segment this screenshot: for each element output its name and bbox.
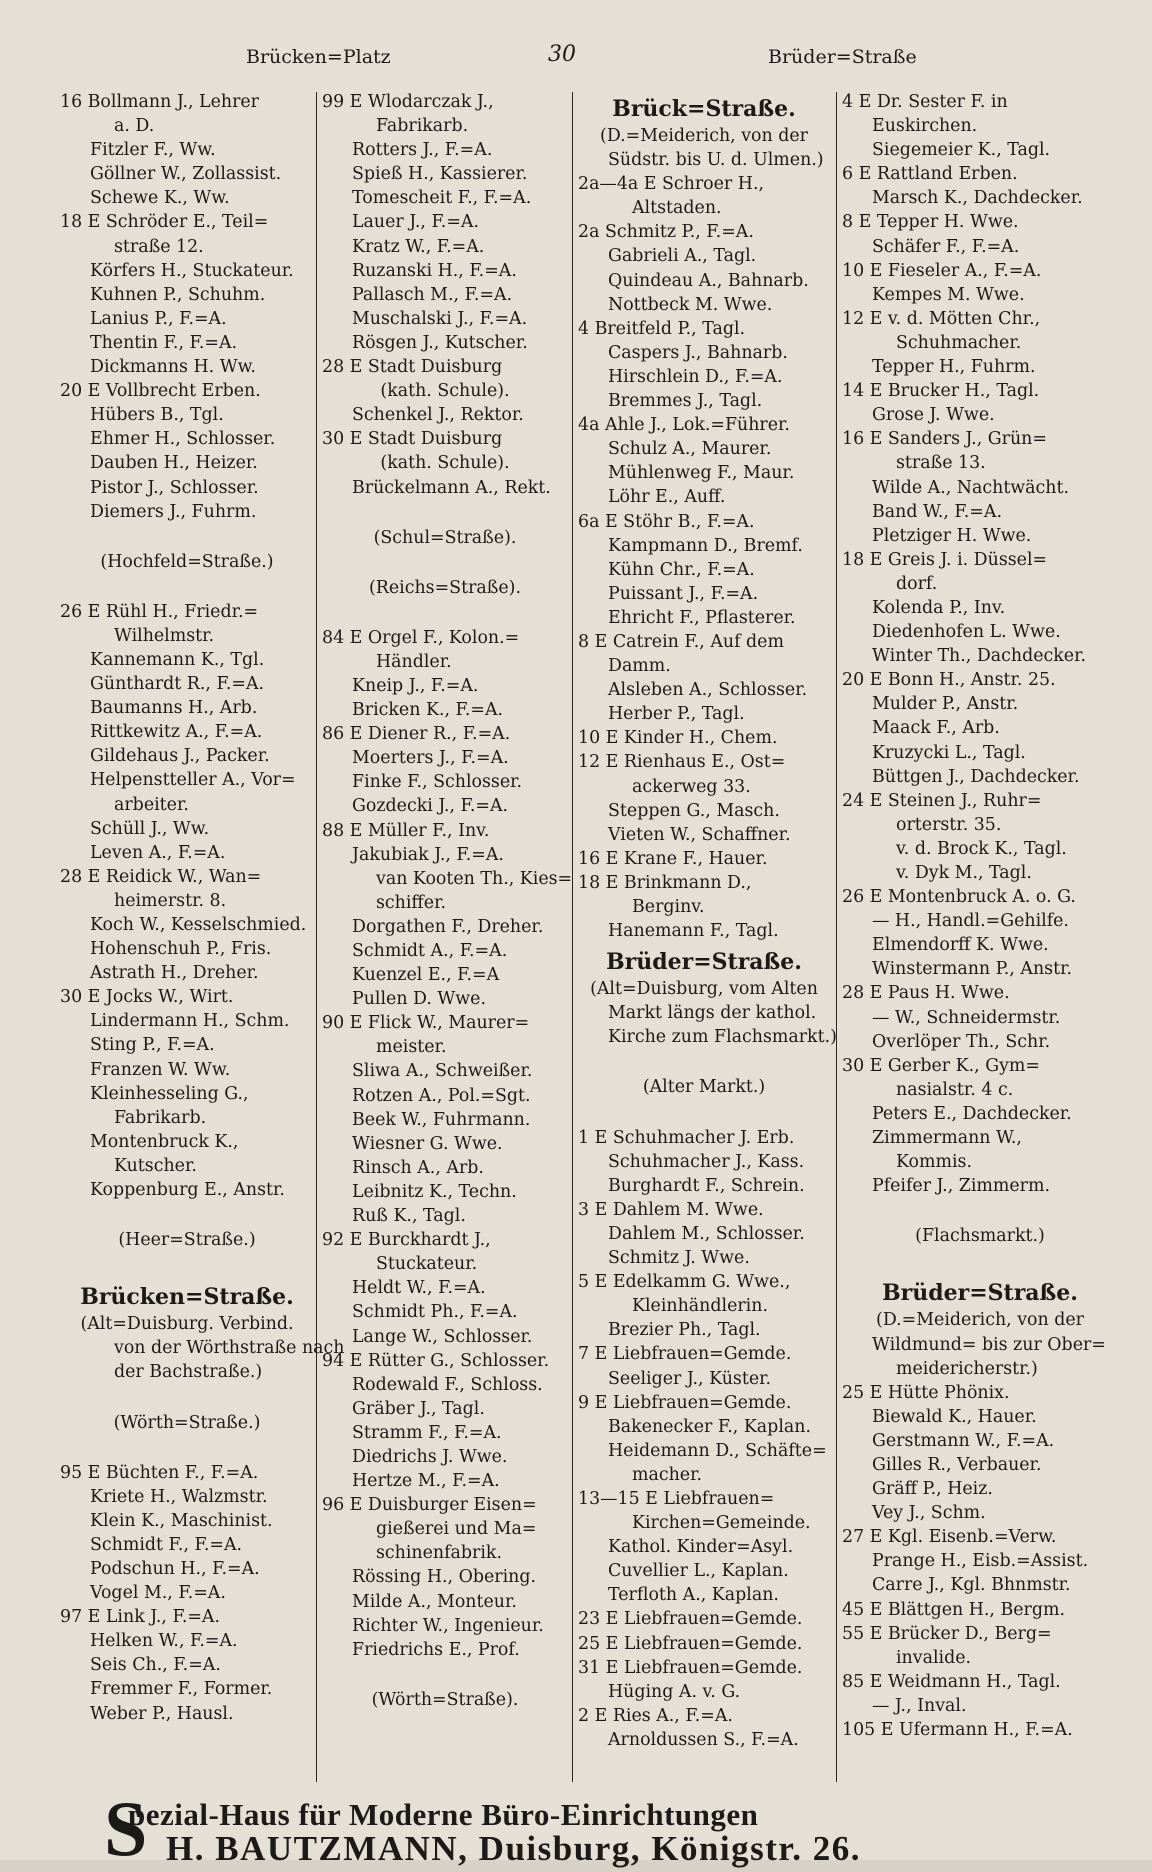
entry-continuation: dorf. bbox=[896, 573, 938, 594]
resident-entry: Gabrieli A., Tagl. bbox=[608, 246, 757, 267]
resident-entry: Wilde A., Nachtwächt. bbox=[872, 477, 1070, 498]
entry-continuation: Kommis. bbox=[896, 1152, 972, 1173]
resident-entry: Ehmer H., Schlosser. bbox=[90, 429, 276, 450]
resident-entry: Bremmes J., Tagl. bbox=[608, 391, 763, 412]
resident-entry: Marsch K., Dachdecker. bbox=[872, 188, 1083, 209]
resident-entry: Nottbeck M. Wwe. bbox=[608, 294, 773, 315]
resident-entry: Helpenstteller A., Vor= bbox=[90, 770, 296, 791]
resident-entry: Spieß H., Kassierer. bbox=[352, 164, 528, 185]
resident-entry: Siegemeier K., Tagl. bbox=[872, 140, 1051, 161]
resident-entry: Rössing H., Obering. bbox=[352, 1567, 537, 1588]
advertisement-line-2: H. BAUTZMANN, Duisburg, Königstr. 26. bbox=[166, 1829, 861, 1868]
house-entry: 30 E Stadt Duisburg bbox=[322, 429, 503, 450]
resident-entry: Kuenzel E., F.=A bbox=[352, 965, 500, 986]
entry-continuation: Fabrikarb. bbox=[114, 1107, 207, 1128]
street-note: (kath. Schule). bbox=[380, 381, 510, 402]
resident-entry: Cuvellier L., Kaplan. bbox=[608, 1561, 789, 1582]
resident-entry: Sliwa A., Schweißer. bbox=[352, 1061, 533, 1082]
spacer bbox=[60, 1202, 314, 1228]
resident-entry: Lange W., Schlosser. bbox=[352, 1326, 533, 1347]
entry-continuation: macher. bbox=[632, 1464, 703, 1485]
street-heading: Brüder=Straße. bbox=[606, 949, 802, 976]
resident-entry: Biewald K., Hauer. bbox=[872, 1406, 1037, 1427]
house-entry: 45 E Blättgen H., Bergm. bbox=[842, 1599, 1066, 1620]
resident-entry: Wildmund= bis zur Ober= bbox=[872, 1334, 1106, 1355]
house-entry: 12 E Rienhaus E., Ost= bbox=[578, 752, 786, 773]
house-entry: 4 Breitfeld P., Tagl. bbox=[578, 318, 746, 339]
entry-continuation: Wilhelmstr. bbox=[114, 625, 215, 646]
resident-entry: Schenkel J., Rektor. bbox=[352, 405, 524, 426]
resident-entry: Fitzler F., Ww. bbox=[90, 140, 216, 161]
resident-entry: Caspers J., Bahnarb. bbox=[608, 342, 788, 363]
entry-continuation: Berginv. bbox=[632, 897, 705, 917]
resident-entry: Mulder P., Anstr. bbox=[872, 694, 1019, 715]
resident-entry: Bakenecker F., Kaplan. bbox=[608, 1416, 811, 1437]
spacer bbox=[322, 600, 568, 626]
resident-entry: Mühlenweg F., Maur. bbox=[608, 463, 795, 484]
street-note: (Flachsmarkt.) bbox=[915, 1226, 1045, 1247]
resident-entry: Kühn Chr., F.=A. bbox=[608, 559, 755, 580]
house-entry: 13—15 E Liebfrauen= bbox=[578, 1488, 775, 1509]
resident-entry: Rinsch A., Arb. bbox=[352, 1157, 484, 1178]
resident-entry: Günthardt R., F.=A. bbox=[90, 674, 265, 695]
entry-continuation: straße 13. bbox=[896, 453, 986, 474]
resident-entry: Leibnitz K., Techn. bbox=[352, 1181, 517, 1202]
entry-continuation: Kleinhändlerin. bbox=[632, 1296, 768, 1317]
entry-continuation: ackerweg 33. bbox=[632, 776, 751, 797]
entry-continuation: der Bachstraße.) bbox=[114, 1362, 263, 1383]
house-entry: 5 E Edelkamm G. Wwe., bbox=[578, 1272, 791, 1293]
resident-entry: Wiesner G. Wwe. bbox=[352, 1133, 503, 1154]
house-entry: 18 E Schröder E., Teil= bbox=[60, 212, 269, 233]
spacer bbox=[322, 500, 568, 526]
resident-entry: Klein K., Maschinist. bbox=[90, 1510, 273, 1531]
house-entry: 26 E Rühl H., Friedr.= bbox=[60, 601, 259, 622]
resident-entry: Grose J. Wwe. bbox=[872, 405, 995, 426]
resident-entry: Pallasch M., F.=A. bbox=[352, 284, 513, 305]
resident-entry: Büttgen J., Dachdecker. bbox=[872, 766, 1080, 787]
spacer bbox=[322, 1662, 568, 1688]
house-entry: 14 E Brucker H., Tagl. bbox=[842, 381, 1040, 402]
resident-entry: Gräff P., Heiz. bbox=[872, 1479, 993, 1500]
resident-entry: — W., Schneidermstr. bbox=[872, 1007, 1061, 1028]
street-note: (Schul=Straße). bbox=[373, 527, 517, 548]
resident-entry: Puissant J., F.=A. bbox=[608, 583, 759, 604]
resident-entry: Hirschlein D., F.=A. bbox=[608, 366, 783, 387]
house-entry: 28 E Paus H. Wwe. bbox=[842, 983, 1010, 1004]
house-entry: 23 E Liebfrauen=Gemde. bbox=[578, 1609, 803, 1630]
resident-entry: Band W., F.=A. bbox=[872, 501, 1002, 522]
entry-continuation: nasialstr. 4 c. bbox=[896, 1079, 1014, 1100]
resident-entry: Kruzycki L., Tagl. bbox=[872, 742, 1026, 763]
resident-entry: Moerters J., F.=A. bbox=[352, 748, 509, 769]
resident-entry: Kempes M. Wwe. bbox=[872, 284, 1025, 305]
resident-entry: Heidemann D., Schäfte= bbox=[608, 1440, 827, 1461]
entry-continuation: Kirchen=Gemeinde. bbox=[632, 1513, 811, 1534]
resident-entry: Lauer J., F.=A. bbox=[352, 212, 479, 233]
resident-entry: Körfers H., Stuckateur. bbox=[90, 260, 294, 281]
house-entry: 27 E Kgl. Eisenb.=Verw. bbox=[842, 1527, 1057, 1548]
resident-entry: Beek W., Fuhrmann. bbox=[352, 1109, 531, 1130]
house-entry: 30 E Jocks W., Wirt. bbox=[60, 987, 234, 1008]
resident-entry: Milde A., Monteur. bbox=[352, 1591, 517, 1612]
resident-entry: Vogel M., F.=A. bbox=[90, 1583, 226, 1604]
house-entry: 2a Schmitz P., F.=A. bbox=[578, 222, 754, 243]
house-entry: 16 E Krane F., Hauer. bbox=[578, 848, 768, 869]
house-entry: 2a—4a E Schroer H., bbox=[578, 174, 764, 195]
resident-entry: Löhr E., Auff. bbox=[608, 487, 726, 508]
house-entry: 26 E Montenbruck A. o. G. bbox=[842, 887, 1076, 908]
house-entry: 9 E Liebfrauen=Gemde. bbox=[578, 1392, 792, 1413]
resident-entry: Astrath H., Dreher. bbox=[90, 963, 259, 984]
spacer bbox=[60, 1435, 314, 1461]
street-note: (Wörth=Straße.) bbox=[113, 1412, 261, 1433]
resident-entry: Pullen D. Wwe. bbox=[352, 989, 487, 1010]
entry-continuation: von der Wörthstraße nach bbox=[114, 1338, 345, 1359]
advertisement-initial: S bbox=[104, 1785, 148, 1872]
spacer bbox=[578, 1100, 830, 1126]
street-note: (Alt=Duisburg, vom Alten bbox=[590, 979, 818, 1000]
entry-continuation: Schuhmacher. bbox=[896, 332, 1022, 353]
resident-entry: Gilles R., Verbauer. bbox=[872, 1454, 1042, 1475]
header-right: Brüder=Straße bbox=[768, 46, 917, 68]
resident-entry: Pistor J., Schlosser. bbox=[90, 477, 259, 498]
house-entry: 16 E Sanders J., Grün= bbox=[842, 429, 1047, 450]
house-entry: 4 E Dr. Sester F. in bbox=[842, 92, 1008, 112]
house-entry: 2 E Ries A., F.=A. bbox=[578, 1705, 733, 1726]
house-entry: 28 E Reidick W., Wan= bbox=[60, 866, 262, 887]
entry-continuation: straße 12. bbox=[114, 236, 204, 257]
resident-entry: Fremmer F., Former. bbox=[90, 1679, 273, 1700]
resident-entry: Diedrichs J. Wwe. bbox=[352, 1446, 508, 1467]
spacer bbox=[322, 550, 568, 576]
resident-entry: Bricken K., F.=A. bbox=[352, 700, 504, 721]
house-entry: 94 E Rütter G., Schlosser. bbox=[322, 1350, 550, 1371]
resident-entry: Hüging A. v. G. bbox=[608, 1681, 741, 1702]
resident-entry: Gerstmann W., F.=A. bbox=[872, 1430, 1055, 1451]
resident-entry: Damm. bbox=[608, 656, 671, 677]
resident-entry: Gozdecki J., F.=A. bbox=[352, 796, 509, 817]
resident-entry: Hanemann F., Tagl. bbox=[608, 921, 779, 942]
resident-entry: Leven A., F.=A. bbox=[90, 842, 226, 863]
house-entry: 30 E Gerber K., Gym= bbox=[842, 1055, 1040, 1076]
resident-entry: Carre J., Kgl. Bhnmstr. bbox=[872, 1575, 1071, 1596]
resident-entry: Kratz W., F.=A. bbox=[352, 236, 485, 257]
resident-entry: Rotters J., F.=A. bbox=[352, 140, 493, 161]
house-entry: 86 E Diener R., F.=A. bbox=[322, 724, 511, 745]
resident-entry: Ehricht F., Pflasterer. bbox=[608, 607, 796, 628]
resident-entry: Rodewald F., Schloss. bbox=[352, 1374, 543, 1395]
resident-entry: Heldt W., F.=A. bbox=[352, 1278, 486, 1299]
resident-entry: Euskirchen. bbox=[872, 116, 978, 137]
entry-continuation: schiffer. bbox=[376, 892, 447, 913]
resident-entry: Kannemann K., Tgl. bbox=[90, 649, 265, 670]
resident-entry: Göllner W., Zollassist. bbox=[90, 164, 282, 185]
resident-entry: Kampmann D., Bremf. bbox=[608, 535, 803, 556]
resident-entry: Weber P., Hausl. bbox=[90, 1703, 234, 1724]
resident-entry: Richter W., Ingenieur. bbox=[352, 1615, 544, 1636]
directory-column-3 bbox=[578, 90, 837, 1790]
resident-entry: Brückelmann A., Rekt. bbox=[352, 477, 551, 498]
house-entry: 20 E Bonn H., Anstr. 25. bbox=[842, 670, 1056, 691]
house-entry: 18 E Greis J. i. Düssel= bbox=[842, 549, 1048, 570]
resident-entry: Muschalski J., F.=A. bbox=[352, 308, 528, 329]
spacer bbox=[60, 574, 314, 600]
resident-entry: Kathol. Kinder=Asyl. bbox=[608, 1537, 794, 1558]
resident-entry: Herber P., Tagl. bbox=[608, 704, 745, 725]
resident-entry: Gräber J., Tagl. bbox=[352, 1398, 485, 1419]
house-entry: 96 E Duisburger Eisen= bbox=[322, 1495, 537, 1516]
house-entry: 31 E Liebfrauen=Gemde. bbox=[578, 1657, 803, 1678]
resident-entry: Dorgathen F., Dreher. bbox=[352, 916, 544, 937]
resident-entry: Vieten W., Schaffner. bbox=[608, 824, 791, 845]
column-rule-3 bbox=[836, 92, 837, 1782]
house-entry: 25 E Liebfrauen=Gemde. bbox=[578, 1633, 803, 1654]
resident-entry: Dauben H., Heizer. bbox=[90, 453, 258, 474]
house-entry: 10 E Kinder H., Chem. bbox=[578, 728, 778, 749]
resident-entry: Pletziger H. Wwe. bbox=[872, 525, 1032, 546]
resident-entry: Quindeau A., Bahnarb. bbox=[608, 270, 809, 291]
resident-entry: Peters E., Dachdecker. bbox=[872, 1103, 1072, 1124]
resident-entry: Burghardt F., Schrein. bbox=[608, 1175, 805, 1196]
house-entry: 92 E Burckhardt J., bbox=[322, 1230, 491, 1251]
house-entry: 90 E Flick W., Maurer= bbox=[322, 1013, 530, 1034]
resident-entry: Kuhnen P., Schuhm. bbox=[90, 284, 266, 305]
resident-entry: Koppenburg E., Anstr. bbox=[90, 1180, 285, 1201]
house-entry: 97 E Link J., F.=A. bbox=[60, 1607, 221, 1628]
column-rule-1 bbox=[316, 92, 317, 1782]
resident-entry: Rotzen A., Pol.=Sgt. bbox=[352, 1085, 531, 1106]
house-entry: 20 E Vollbrecht Erben. bbox=[60, 381, 261, 402]
house-entry: 16 Bollmann J., Lehrer bbox=[60, 92, 259, 112]
house-entry: 4a Ahle J., Lok.=Führer. bbox=[578, 415, 790, 436]
column-rule-2 bbox=[572, 92, 573, 1782]
spacer bbox=[578, 1049, 830, 1075]
resident-entry: Schäfer F., F.=A. bbox=[872, 236, 1020, 257]
spacer bbox=[60, 1385, 314, 1411]
resident-entry: Ruzanski H., F.=A. bbox=[352, 260, 517, 281]
house-entry: 12 E v. d. Mötten Chr., bbox=[842, 308, 1041, 329]
house-entry: 99 E Wlodarczak J., bbox=[322, 92, 494, 112]
directory-column-4 bbox=[842, 90, 1118, 1790]
house-entry: 28 E Stadt Duisburg bbox=[322, 357, 503, 378]
house-entry: 6 E Rattland Erben. bbox=[842, 164, 1018, 185]
resident-entry: Steppen G., Masch. bbox=[608, 800, 780, 821]
resident-entry: Alsleben A., Schlosser. bbox=[608, 680, 808, 701]
house-entry: 3 E Dahlem M. Wwe. bbox=[578, 1199, 764, 1220]
street-heading: Brück=Straße. bbox=[612, 96, 796, 122]
resident-entry: Schmidt Ph., F.=A. bbox=[352, 1302, 518, 1323]
directory-column-1 bbox=[60, 90, 345, 1790]
resident-entry: Zimmermann W., bbox=[872, 1128, 1022, 1149]
resident-entry: Brezier Ph., Tagl. bbox=[608, 1320, 761, 1341]
resident-entry: Kolenda P., Inv. bbox=[872, 597, 1006, 618]
resident-entry: Kleinhesseling G., bbox=[90, 1083, 249, 1104]
spacer bbox=[842, 1248, 1118, 1274]
resident-entry: Schmidt F., F.=A. bbox=[90, 1534, 243, 1555]
resident-entry: Prange H., Eisb.=Assist. bbox=[872, 1551, 1089, 1572]
entry-continuation: v. Dyk M., Tagl. bbox=[896, 863, 1032, 883]
resident-entry: Rösgen J., Kutscher. bbox=[352, 332, 528, 353]
resident-entry: Overlöper Th., Schr. bbox=[872, 1031, 1051, 1052]
resident-entry: Hohenschuh P., Fris. bbox=[90, 939, 272, 960]
resident-entry: Friedrichs E., Prof. bbox=[352, 1639, 520, 1660]
street-note: (Reichs=Straße). bbox=[369, 577, 521, 598]
resident-entry: Jakubiak J., F.=A. bbox=[352, 844, 504, 865]
resident-entry: Schüll J., Ww. bbox=[90, 818, 210, 839]
street-note: (Alter Markt.) bbox=[642, 1077, 766, 1098]
street-heading: Brücken=Straße. bbox=[80, 1284, 294, 1311]
resident-entry: Schewe K., Ww. bbox=[90, 188, 230, 209]
house-entry: 7 E Liebfrauen=Gemde. bbox=[578, 1344, 792, 1365]
resident-entry: Lanius P., F.=A. bbox=[90, 308, 227, 329]
entry-continuation: invalide. bbox=[896, 1647, 972, 1668]
header-left: Brücken=Platz bbox=[246, 46, 391, 68]
house-entry: 84 E Orgel F., Kolon.= bbox=[322, 627, 520, 648]
resident-entry: Stramm F., F.=A. bbox=[352, 1422, 502, 1443]
resident-entry: Kriete H., Walzmstr. bbox=[90, 1486, 268, 1507]
resident-entry: Vey J., Schm. bbox=[872, 1503, 986, 1524]
spacer bbox=[60, 524, 314, 550]
entry-continuation: orterstr. 35. bbox=[896, 814, 1002, 835]
resident-entry: Diemers J., Fuhrm. bbox=[90, 501, 257, 522]
entry-continuation: Kutscher. bbox=[114, 1155, 197, 1176]
entry-continuation: van Kooten Th., Kies= bbox=[376, 868, 573, 889]
house-entry: 25 E Hütte Phönix. bbox=[842, 1382, 1010, 1403]
entry-continuation: v. d. Brock K., Tagl. bbox=[896, 838, 1067, 859]
resident-entry: Schulz A., Maurer. bbox=[608, 439, 772, 460]
entry-continuation: Fabrikarb. bbox=[376, 116, 469, 137]
resident-entry: Schuhmacher J., Kass. bbox=[608, 1151, 805, 1172]
resident-entry: Helken W., F.=A. bbox=[90, 1631, 238, 1652]
entry-continuation: arbeiter. bbox=[114, 794, 189, 815]
advertisement-banner bbox=[104, 1797, 1064, 1869]
resident-entry: Lindermann H., Schm. bbox=[90, 1011, 290, 1032]
resident-entry: Tomescheit F., F.=A. bbox=[352, 188, 532, 209]
house-entry: 88 E Müller F., Inv. bbox=[322, 820, 490, 841]
house-entry: 95 E Büchten F., F.=A. bbox=[60, 1462, 259, 1483]
resident-entry: Sting P., F.=A. bbox=[90, 1035, 215, 1056]
house-entry: 1 E Schuhmacher J. Erb. bbox=[578, 1127, 795, 1148]
spacer bbox=[842, 1198, 1118, 1224]
house-entry: 85 E Weidmann H., Tagl. bbox=[842, 1671, 1061, 1692]
entry-continuation: heimerstr. 8. bbox=[114, 890, 227, 911]
resident-entry: Finke F., Schlosser. bbox=[352, 772, 523, 793]
entry-continuation: gießerei und Ma= bbox=[376, 1519, 537, 1540]
resident-entry: Südstr. bis U. d. Ulmen.) bbox=[608, 150, 824, 171]
entry-continuation: schinenfabrik. bbox=[376, 1543, 502, 1564]
spacer bbox=[60, 1252, 314, 1278]
house-entry: 24 E Steinen J., Ruhr= bbox=[842, 790, 1042, 811]
page-number: 30 bbox=[548, 42, 576, 67]
resident-entry: Arnoldussen S., F.=A. bbox=[608, 1729, 799, 1750]
resident-entry: Franzen W. Ww. bbox=[90, 1059, 231, 1080]
resident-entry: — J., Inval. bbox=[872, 1695, 967, 1716]
resident-entry: Kirche zum Flachsmarkt.) bbox=[608, 1027, 837, 1048]
resident-entry: Winstermann P., Anstr. bbox=[872, 959, 1072, 980]
resident-entry: Tepper H., Fuhrm. bbox=[872, 357, 1036, 378]
resident-entry: Kneip J., F.=A. bbox=[352, 675, 479, 696]
resident-entry: Elmendorff K. Wwe. bbox=[872, 935, 1049, 956]
house-entry: 10 E Fieseler A., F.=A. bbox=[842, 260, 1042, 281]
resident-entry: Ruß K., Tagl. bbox=[352, 1206, 466, 1227]
resident-entry: Diedenhofen L. Wwe. bbox=[872, 622, 1061, 643]
resident-entry: Dickmanns H. Ww. bbox=[90, 357, 256, 378]
house-entry: 105 E Ufermann H., F.=A. bbox=[842, 1720, 1073, 1740]
house-entry: 6a E Stöhr B., F.=A. bbox=[578, 511, 755, 532]
street-note: (Wörth=Straße). bbox=[371, 1689, 519, 1710]
street-heading: Brüder=Straße. bbox=[882, 1280, 1078, 1307]
resident-entry: Seis Ch., F.=A. bbox=[90, 1655, 221, 1676]
resident-entry: Montenbruck K., bbox=[90, 1131, 239, 1152]
entry-continuation: Händler. bbox=[376, 651, 452, 672]
entry-continuation: meister. bbox=[376, 1037, 447, 1058]
resident-entry: Koch W., Kesselschmied. bbox=[90, 915, 307, 935]
street-note: (D.=Meiderich, von der bbox=[600, 126, 808, 146]
resident-entry: Dahlem M., Schlosser. bbox=[608, 1223, 805, 1244]
directory-column-2 bbox=[322, 90, 573, 1790]
resident-entry: Seeliger J., Küster. bbox=[608, 1368, 772, 1389]
house-entry: 8 E Tepper H. Wwe. bbox=[842, 212, 1019, 233]
resident-entry: Podschun H., F.=A. bbox=[90, 1558, 260, 1579]
entry-continuation: Altstaden. bbox=[632, 198, 722, 219]
resident-entry: Pfeifer J., Zimmerm. bbox=[872, 1176, 1051, 1197]
resident-entry: Thentin F., F.=A. bbox=[90, 332, 238, 353]
advertisement-line-1: pezial-Haus für Moderne Büro-Einrichtungen bbox=[128, 1797, 759, 1832]
street-note: (D.=Meiderich, von der bbox=[876, 1310, 1084, 1331]
resident-entry: Gildehaus J., Packer. bbox=[90, 746, 270, 767]
house-entry: 8 E Catrein F., Auf dem bbox=[578, 631, 784, 652]
resident-entry: Maack F., Arb. bbox=[872, 718, 1000, 739]
resident-entry: Winter Th., Dachdecker. bbox=[872, 646, 1087, 667]
resident-entry: Schmidt A., F.=A. bbox=[352, 941, 508, 961]
resident-entry: Hübers B., Tgl. bbox=[90, 405, 224, 426]
street-note: (kath. Schule). bbox=[380, 453, 510, 474]
resident-entry: — H., Handl.=Gehilfe. bbox=[872, 911, 1069, 932]
resident-entry: Terfloth A., Kaplan. bbox=[608, 1585, 779, 1606]
entry-continuation: Stuckateur. bbox=[376, 1254, 478, 1275]
resident-entry: Baumanns H., Arb. bbox=[90, 698, 258, 719]
street-note: (Hochfeld=Straße.) bbox=[100, 551, 274, 572]
house-entry: 18 E Brinkmann D., bbox=[578, 872, 752, 893]
entry-continuation: a. D. bbox=[114, 116, 155, 137]
street-note: (Alt=Duisburg. Verbind. bbox=[80, 1314, 294, 1335]
resident-entry: Schmitz J. Wwe. bbox=[608, 1248, 750, 1269]
resident-entry: Hertze M., F.=A. bbox=[352, 1471, 500, 1492]
resident-entry: Rittkewitz A., F.=A. bbox=[90, 722, 263, 743]
page-header bbox=[0, 40, 1152, 76]
street-note: (Heer=Straße.) bbox=[118, 1230, 256, 1251]
entry-continuation: meidericherstr.) bbox=[896, 1358, 1038, 1379]
house-entry: 55 E Brücker D., Berg= bbox=[842, 1623, 1052, 1644]
resident-entry: Markt längs der kathol. bbox=[608, 1003, 817, 1024]
